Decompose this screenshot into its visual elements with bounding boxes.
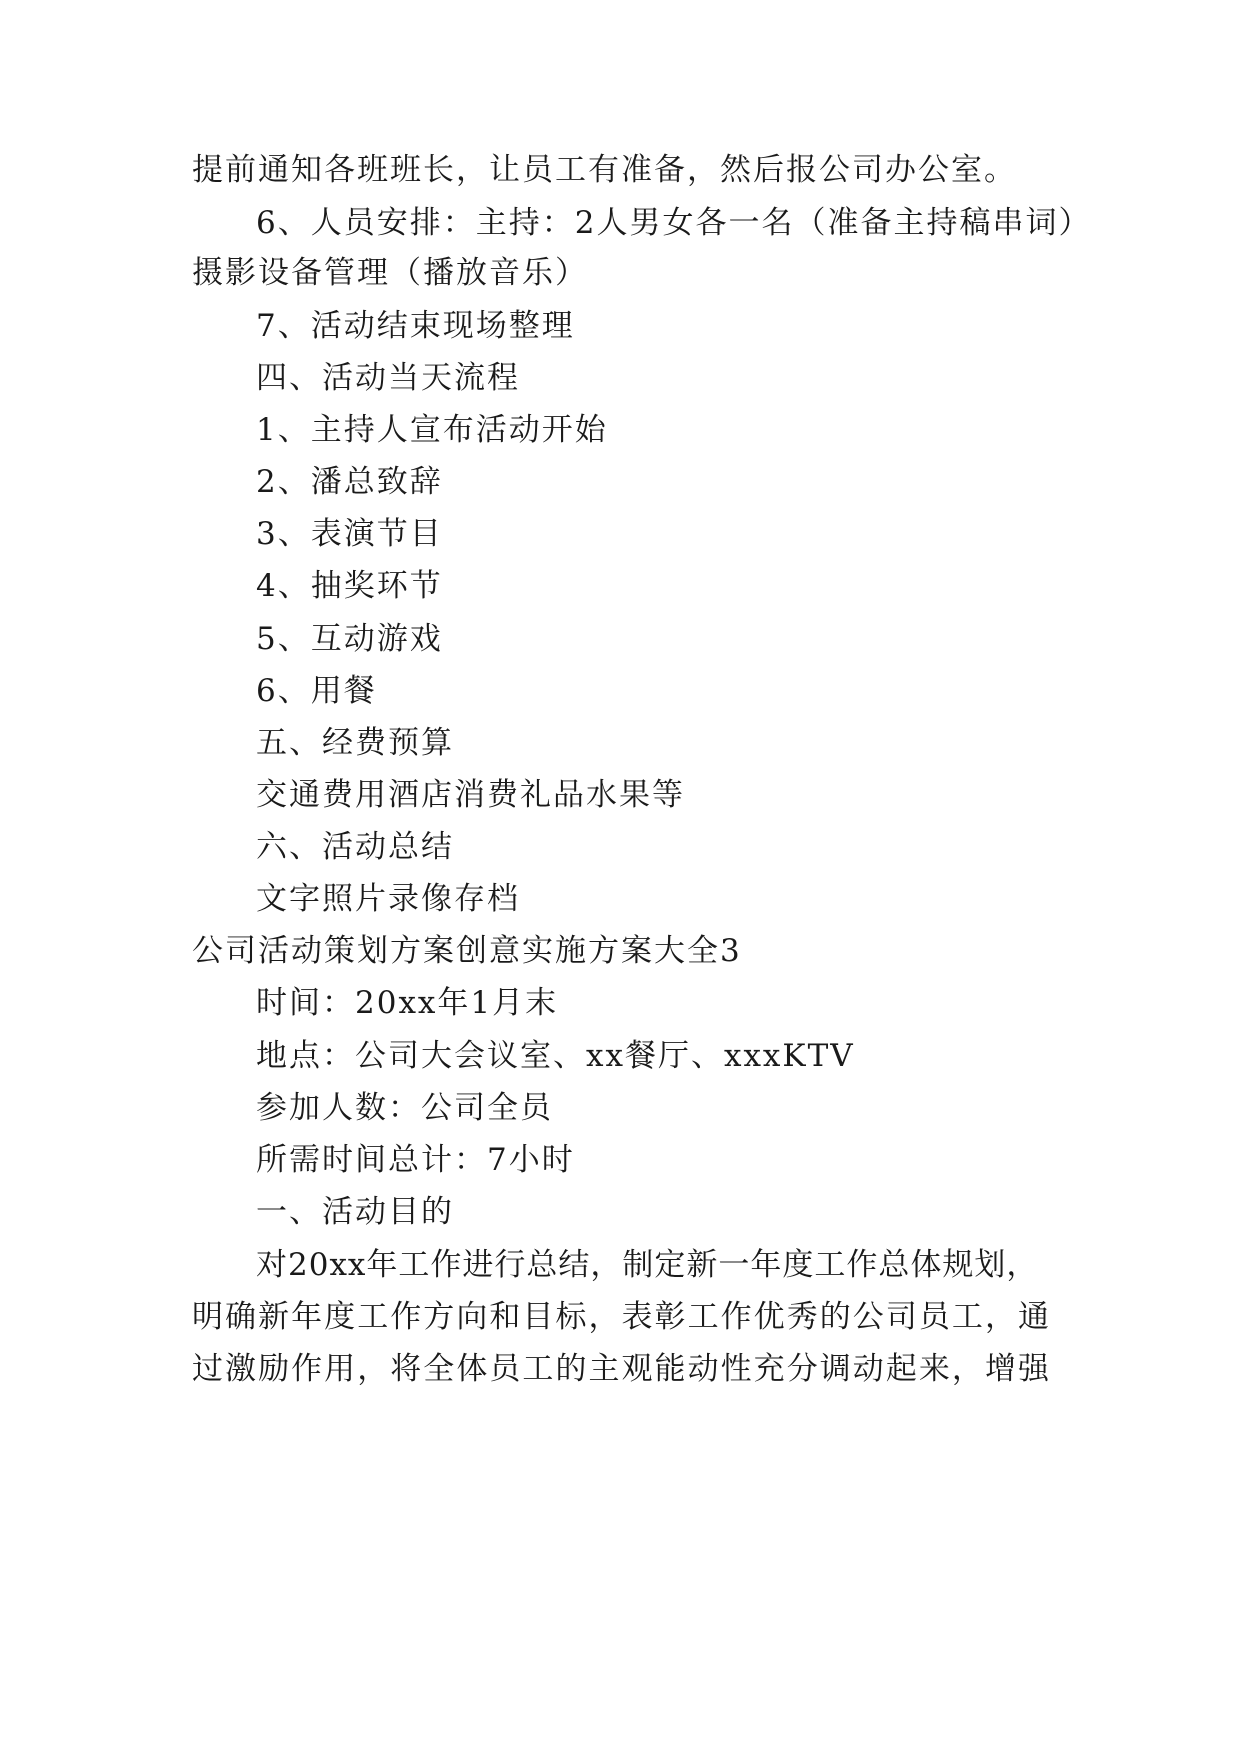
info-participants: 参加人数：公司全员	[256, 1090, 553, 1126]
info-duration: 所需时间总计：7小时	[256, 1142, 575, 1178]
section-heading: 一、活动目的	[256, 1194, 454, 1230]
paragraph-line: 文字照片录像存档	[256, 881, 520, 917]
list-item: 3、表演节目	[256, 516, 443, 552]
paragraph-line: 6、人员安排：主持：2人男女各一名（准备主持稿串词）	[256, 205, 1092, 241]
info-time: 时间：20xx年1月末	[256, 985, 559, 1021]
list-item: 7、活动结束现场整理	[256, 308, 575, 344]
list-item: 5、互动游戏	[256, 621, 443, 657]
section-heading: 六、活动总结	[256, 829, 454, 865]
list-item: 6、用餐	[256, 673, 377, 709]
paragraph-line: 交通费用酒店消费礼品水果等	[256, 777, 685, 813]
document-title: 公司活动策划方案创意实施方案大全3	[192, 933, 742, 969]
paragraph-line: 过激励作用，将全体员工的主观能动性充分调动起来，增强	[192, 1351, 1050, 1387]
list-item: 4、抽奖环节	[256, 568, 443, 604]
list-item: 2、潘总致辞	[256, 464, 443, 500]
paragraph-line: 提前通知各班班长，让员工有准备，然后报公司办公室。	[192, 152, 1017, 188]
section-heading: 五、经费预算	[256, 725, 454, 761]
paragraph-line: 明确新年度工作方向和目标，表彰工作优秀的公司员工，通	[192, 1299, 1050, 1335]
paragraph-line: 摄影设备管理（播放音乐）	[192, 255, 588, 291]
paragraph-line: 对20xx年工作进行总结，制定新一年度工作总体规划，	[256, 1247, 1039, 1283]
section-heading: 四、活动当天流程	[256, 360, 520, 396]
info-location: 地点：公司大会议室、xx餐厅、xxxKTV	[256, 1038, 855, 1074]
list-item: 1、主持人宣布活动开始	[256, 412, 608, 448]
